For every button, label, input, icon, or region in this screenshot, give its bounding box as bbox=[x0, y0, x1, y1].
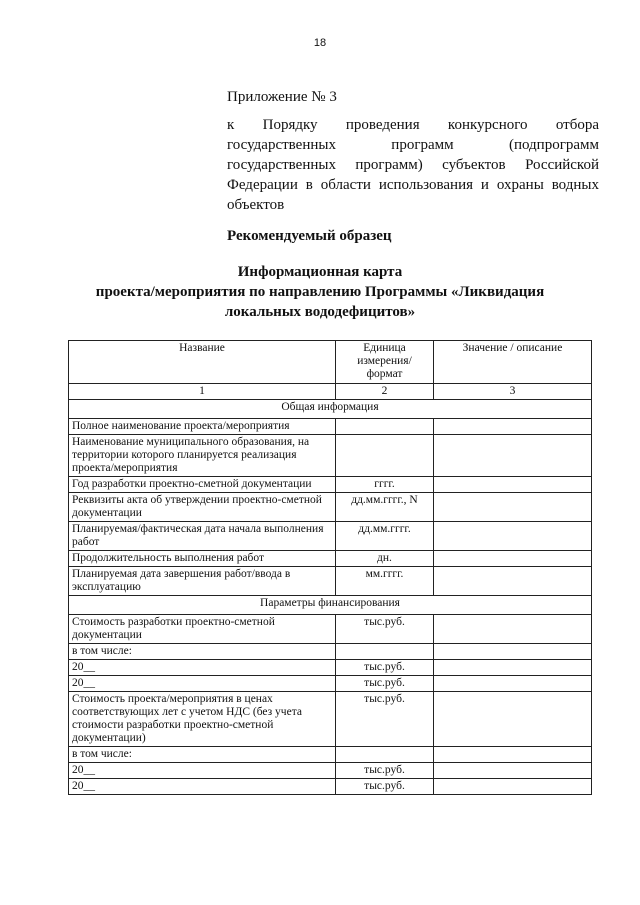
column-number-1: 1 bbox=[69, 384, 336, 400]
row-unit bbox=[336, 644, 434, 660]
table-row bbox=[69, 692, 592, 747]
row-name: Реквизиты акта об утверждении проектно-сметной документации bbox=[69, 493, 336, 522]
column-number-2: 2 bbox=[336, 384, 434, 400]
recommended-sample-label: Рекомендуемый образец bbox=[227, 228, 392, 244]
appendix-title: Приложение № 3 bbox=[227, 89, 337, 105]
heading-line-2: проекта/мероприятия по направлению Программы «Ликвидация bbox=[95, 284, 545, 300]
row-value bbox=[434, 435, 592, 477]
row-value bbox=[434, 551, 592, 567]
row-unit: дн. bbox=[336, 551, 434, 567]
row-unit: тыс.руб. bbox=[336, 779, 434, 795]
row-name: Наименование муниципального образования, на территории которого планируется реализация проекта/мероприятия bbox=[69, 435, 336, 477]
row-value bbox=[434, 747, 592, 763]
section-row bbox=[69, 400, 592, 419]
row-name: 20__ bbox=[69, 676, 336, 692]
row-name: 20__ bbox=[69, 660, 336, 676]
column-number-3: 3 bbox=[434, 384, 592, 400]
table-row bbox=[69, 551, 592, 567]
header-value: Значение / описание bbox=[434, 341, 592, 384]
row-name: Продолжительность выполнения работ bbox=[69, 551, 336, 567]
table-row bbox=[69, 660, 592, 676]
heading-line-3: локальных вододефицитов» bbox=[224, 304, 416, 320]
row-value bbox=[434, 644, 592, 660]
table-row bbox=[69, 419, 592, 435]
row-unit: мм.гггг. bbox=[336, 567, 434, 596]
row-unit bbox=[336, 419, 434, 435]
appendix-body: к Порядку проведения конкурсного отбора государственных программ (подпрограмм государственных программ) субъектов Российской Федерации в области использования и охраны водных объектов bbox=[227, 117, 599, 213]
row-value bbox=[434, 419, 592, 435]
table-row bbox=[69, 435, 592, 477]
row-value bbox=[434, 763, 592, 779]
header-name: Название bbox=[69, 341, 336, 384]
appendix-block bbox=[227, 87, 599, 215]
row-name: Планируемая/фактическая дата начала выполнения работ bbox=[69, 522, 336, 551]
table-row bbox=[69, 644, 592, 660]
row-name: Стоимость разработки проектно-сметной документации bbox=[69, 615, 336, 644]
row-value bbox=[434, 779, 592, 795]
row-value bbox=[434, 477, 592, 493]
row-unit: дд.мм.гггг., N bbox=[336, 493, 434, 522]
row-value bbox=[434, 692, 592, 747]
row-unit: дд.мм.гггг. bbox=[336, 522, 434, 551]
row-name: в том числе: bbox=[69, 644, 336, 660]
table-row bbox=[69, 779, 592, 795]
row-value bbox=[434, 493, 592, 522]
column-number-row bbox=[69, 384, 592, 400]
row-name: Полное наименование проекта/мероприятия bbox=[69, 419, 336, 435]
row-name: 20__ bbox=[69, 779, 336, 795]
row-unit: гггг. bbox=[336, 477, 434, 493]
row-name: в том числе: bbox=[69, 747, 336, 763]
table-row bbox=[69, 676, 592, 692]
row-name: Планируемая дата завершения работ/ввода в эксплуатацию bbox=[69, 567, 336, 596]
document-heading bbox=[60, 262, 580, 322]
row-unit bbox=[336, 747, 434, 763]
row-unit: тыс.руб. bbox=[336, 676, 434, 692]
table-header-row bbox=[69, 341, 592, 384]
table-row bbox=[69, 567, 592, 596]
row-value bbox=[434, 522, 592, 551]
row-unit bbox=[336, 435, 434, 477]
row-value bbox=[434, 676, 592, 692]
section-financing: Параметры финансирования bbox=[69, 596, 592, 615]
row-value bbox=[434, 615, 592, 644]
row-unit: тыс.руб. bbox=[336, 615, 434, 644]
page-number: 18 bbox=[313, 37, 327, 49]
row-value bbox=[434, 660, 592, 676]
row-unit: тыс.руб. bbox=[336, 692, 434, 747]
row-name: Год разработки проектно-сметной документации bbox=[69, 477, 336, 493]
section-row bbox=[69, 596, 592, 615]
row-name: Стоимость проекта/мероприятия в ценах соответствующих лет с учетом НДС (без учета стоимости разработки проектно-сметной документации) bbox=[69, 692, 336, 747]
header-unit: Единица измерения/ формат bbox=[336, 341, 434, 384]
table-row bbox=[69, 615, 592, 644]
table-row bbox=[69, 763, 592, 779]
table-row bbox=[69, 747, 592, 763]
row-unit: тыс.руб. bbox=[336, 660, 434, 676]
row-name: 20__ bbox=[69, 763, 336, 779]
table-row bbox=[69, 522, 592, 551]
section-general-info: Общая информация bbox=[69, 400, 592, 419]
table-row bbox=[69, 493, 592, 522]
heading-line-1: Информационная карта bbox=[237, 264, 403, 280]
row-value bbox=[434, 567, 592, 596]
information-card-table bbox=[68, 340, 592, 795]
table-row bbox=[69, 477, 592, 493]
row-unit: тыс.руб. bbox=[336, 763, 434, 779]
